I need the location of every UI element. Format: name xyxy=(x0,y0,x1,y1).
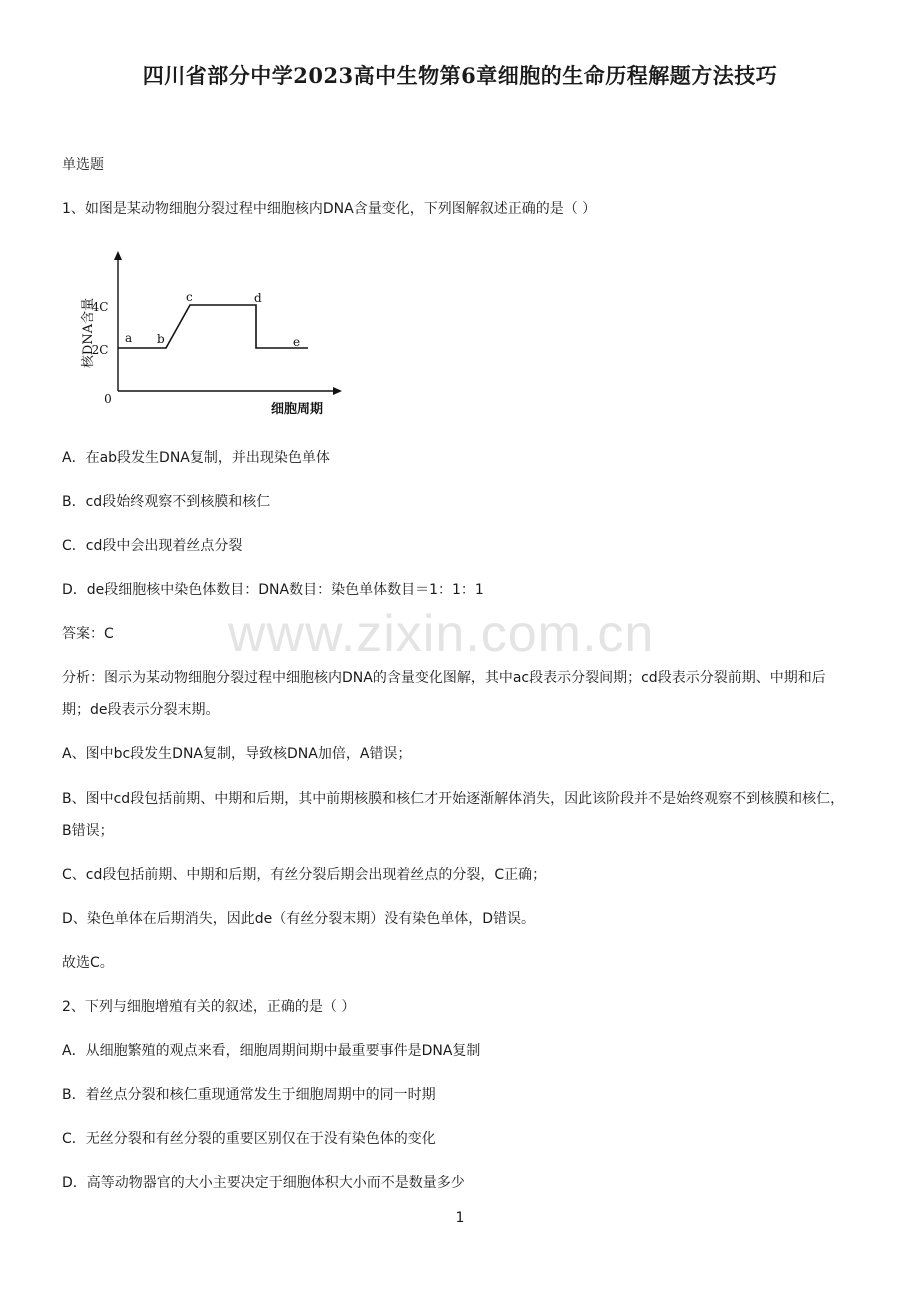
question-2-option-a: A．从细胞繁殖的观点来看，细胞周期间期中最重要事件是DNA复制 xyxy=(62,1043,481,1059)
question-1-option-d: D．de段细胞核中染色体数目：DNA数目：染色单体数目＝1：1：1 xyxy=(62,582,484,598)
question-2-stem: 2、下列与细胞增殖有关的叙述，正确的是（ ） xyxy=(62,999,356,1015)
x-axis-label: 细胞周期 xyxy=(270,402,324,417)
question-2-option-d: D．高等动物器官的大小主要决定于细胞体积大小而不是数量多少 xyxy=(62,1175,465,1191)
dna-content-chart xyxy=(80,245,350,425)
question-1-explain-a: A、图中bc段发生DNA复制，导致核DNA加倍，A错误； xyxy=(62,746,412,762)
section-heading: 单选题 xyxy=(62,157,104,173)
y-axis-label: 核DNA含量 xyxy=(81,297,96,369)
origin-label: 0 xyxy=(104,392,112,406)
question-1-answer: 答案：C xyxy=(62,626,114,642)
dna-content-line xyxy=(118,305,308,348)
question-1-option-b: B．cd段始终观察不到核膜和核仁 xyxy=(62,494,271,510)
question-1-analysis: 分析：图示为某动物细胞分裂过程中细胞核内DNA的含量变化图解，其中ac段表示分裂间期；cd段表示分裂前期、中期和后期；de段表示分裂末期。 xyxy=(62,670,826,718)
question-1-stem: 1、如图是某动物细胞分裂过程中细胞核内DNA含量变化，下列图解叙述正确的是（ ） xyxy=(62,201,597,217)
point-label-c: c xyxy=(186,290,193,304)
question-1-option-c: C．cd段中会出现着丝点分裂 xyxy=(62,538,243,554)
page-title: 四川省部分中学2023高中生物第6章细胞的生命历程解题方法技巧 xyxy=(142,63,778,88)
point-label-b: b xyxy=(157,332,165,346)
question-1-explain-c: C、cd段包括前期、中期和后期，有丝分裂后期会出现着丝点的分裂，C正确； xyxy=(62,867,547,883)
y-tick-2c: 2C xyxy=(91,343,109,357)
watermark: www.zixin.com.cn xyxy=(228,605,655,663)
page-number: 1 xyxy=(455,1210,465,1226)
question-1-explain-b: B、图中cd段包括前期、中期和后期，其中前期核膜和核仁才开始逐渐解体消失，因此该阶段并不是始终观察不到核膜和核仁，B错误； xyxy=(62,791,845,839)
x-axis xyxy=(118,387,342,395)
question-1-conclusion: 故选C。 xyxy=(62,955,114,971)
question-1-option-a: A．在ab段发生DNA复制，并出现染色单体 xyxy=(62,450,330,466)
question-1-explain-d: D、染色单体在后期消失，因此de（有丝分裂末期）没有染色单体，D错误。 xyxy=(62,911,536,927)
y-tick-4c: 4C xyxy=(91,300,109,314)
y-axis xyxy=(114,251,122,391)
question-2-option-c: C．无丝分裂和有丝分裂的重要区别仅在于没有染色体的变化 xyxy=(62,1131,436,1147)
question-2-option-b: B．着丝点分裂和核仁重现通常发生于细胞周期中的同一时期 xyxy=(62,1087,436,1103)
point-label-e: e xyxy=(293,335,301,349)
point-label-a: a xyxy=(125,331,133,345)
point-label-d: d xyxy=(254,291,262,305)
